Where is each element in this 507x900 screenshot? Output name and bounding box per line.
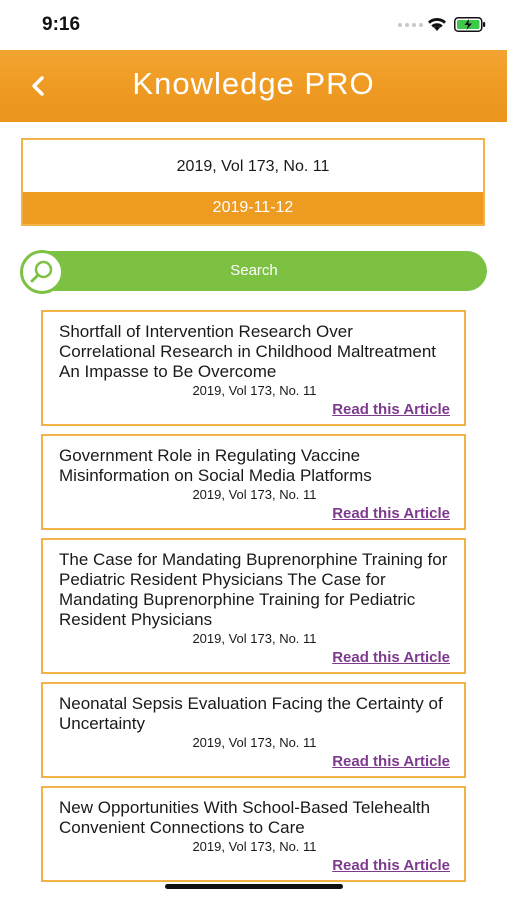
article-meta: 2019, Vol 173, No. 11: [192, 839, 317, 854]
status-time: 9:16: [42, 14, 81, 35]
issue-date: 2019-11-12: [23, 192, 483, 224]
article-card: [41, 786, 466, 882]
search-label: Search: [230, 262, 278, 279]
article-list[interactable]: [41, 310, 466, 874]
issue-volume: 2019, Vol 173, No. 11: [176, 158, 330, 175]
read-article-link[interactable]: Read this Article: [332, 401, 450, 418]
read-article-link[interactable]: Read this Article: [332, 505, 450, 522]
page-title: Knowledge PRO: [132, 66, 375, 101]
article-title: Government Role in Regulating Vaccine Misinformation on Social Media Platforms: [59, 446, 372, 485]
app-header: [0, 50, 507, 122]
article-meta: 2019, Vol 173, No. 11: [192, 383, 317, 398]
status-bar: [0, 0, 507, 50]
article-title: Neonatal Sepsis Evaluation Facing the Certainty of Uncertainty: [59, 694, 443, 733]
article-title: Shortfall of Intervention Research Over Correlational Research in Childhood Maltreatment An Impasse to Be Overcome: [59, 322, 437, 381]
search-button[interactable]: [21, 251, 487, 291]
read-article-link[interactable]: Read this Article: [332, 753, 450, 770]
article-card: [41, 538, 466, 674]
article-title: New Opportunities With School-Based Telehealth Convenient Connections to Care: [59, 798, 431, 837]
article-title: The Case for Mandating Buprenorphine Training for Pediatric Resident Physicians The Case for Mandating Buprenorphine Training for Pediatric Resident Physicians: [59, 550, 448, 629]
magnifier-icon: [28, 258, 56, 286]
read-article-link[interactable]: Read this Article: [332, 857, 450, 874]
issue-info-box: [21, 138, 485, 226]
article-card: [41, 434, 466, 530]
article-card: [41, 682, 466, 778]
wifi-icon: [427, 16, 447, 32]
signal-dots-icon: [398, 23, 423, 27]
read-article-link[interactable]: Read this Article: [332, 649, 450, 666]
home-indicator[interactable]: [165, 884, 343, 889]
article-meta: 2019, Vol 173, No. 11: [192, 735, 317, 750]
search-icon-circle: [20, 250, 64, 294]
article-meta: 2019, Vol 173, No. 11: [192, 487, 317, 502]
article-card: [41, 310, 466, 426]
article-meta: 2019, Vol 173, No. 11: [192, 631, 317, 646]
battery-charging-icon: [454, 17, 486, 32]
